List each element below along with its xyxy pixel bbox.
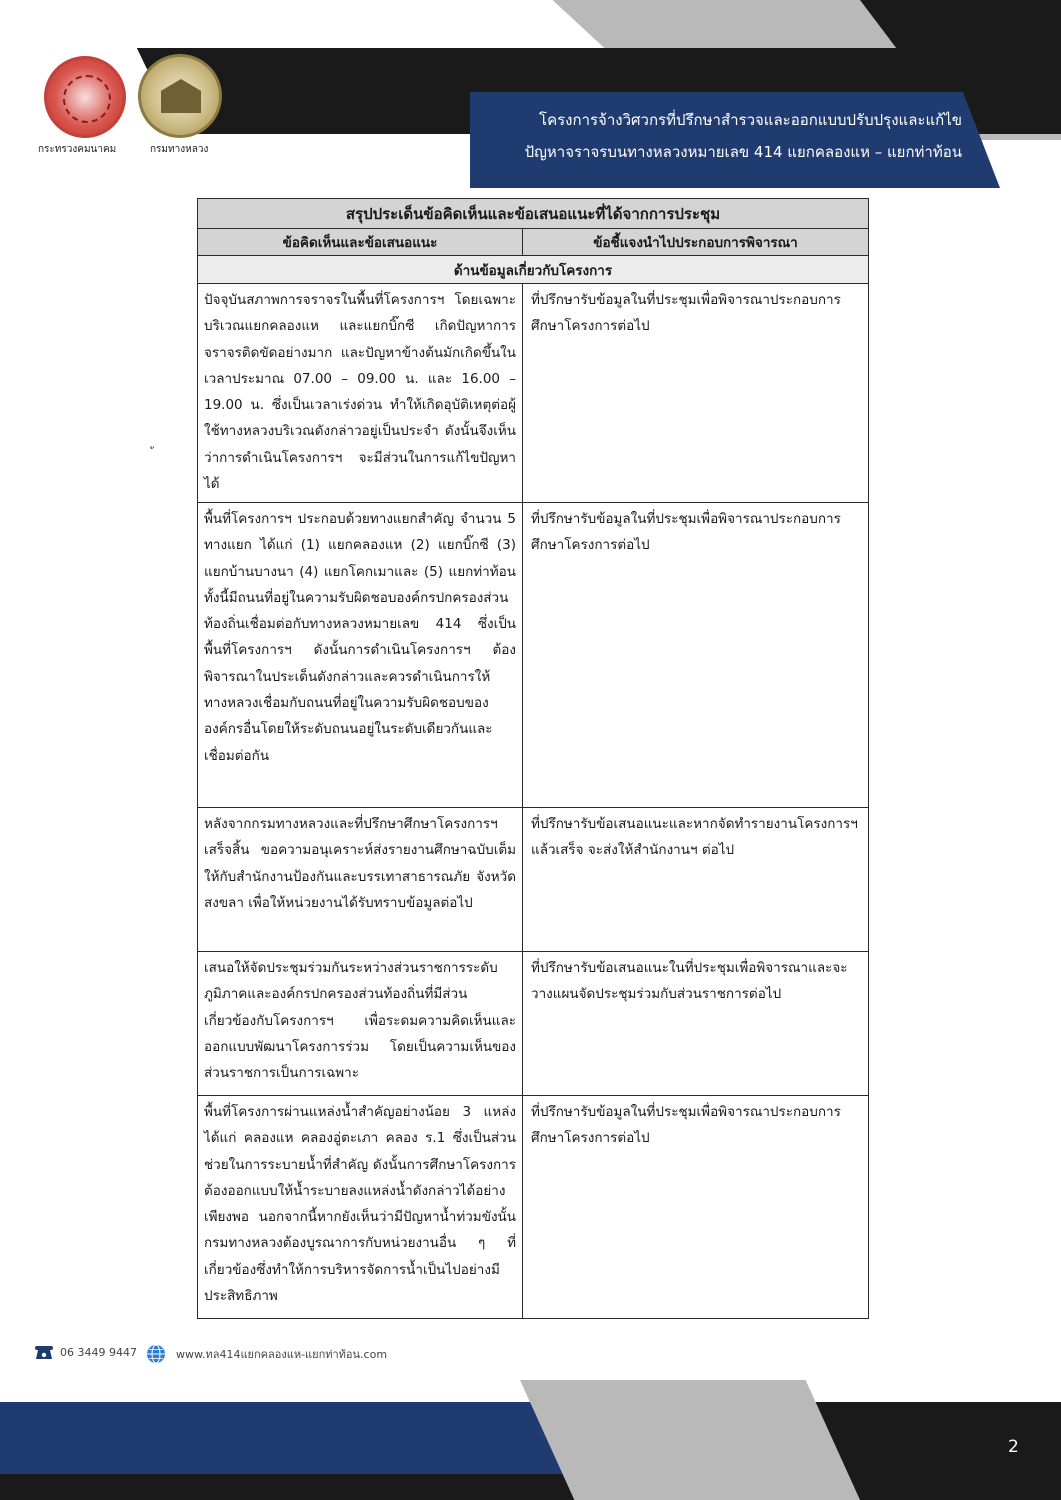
project-title (478, 104, 962, 168)
response-cell: ที่ปรึกษารับข้อมูลในที่ประชุมเพื่อพิจารณาประกอบการศึกษาโครงการต่อไป (523, 284, 869, 503)
table-title: สรุปประเด็นข้อคิดเห็นและข้อเสนอแนะที่ได้จากการประชุม (198, 199, 869, 229)
department-caption: กรมทางหลวง (150, 144, 209, 155)
phone-icon (34, 1344, 54, 1360)
department-of-highways-logo (138, 54, 222, 138)
comments-summary-table (197, 198, 869, 1319)
contact-website[interactable] (146, 1344, 387, 1364)
ministry-caption: กระทรวงคมนาคม (38, 144, 117, 155)
response-cell: ที่ปรึกษารับข้อเสนอแนะและหากจัดทำรายงานโครงการฯ แล้วเสร็จ จะส่งให้สำนักงานฯ ต่อไป (523, 808, 869, 952)
comment-cell: เสนอให้จัดประชุมร่วมกันระหว่างส่วนราชการระดับภูมิภาคและองค์กรปกครองส่วนท้องถิ่นที่มีส่วนเกี่ยวข้องกับโครงการฯ เพื่อระดมความคิดเห็นและออกแบบพัฒนาโครงการร่วม โดยเป็นความเห็นของส่วนราชการเป็นการเฉพาะ (198, 952, 523, 1096)
column-header-comments: ข้อคิดเห็นและข้อเสนอแนะ (198, 229, 523, 256)
section-header: ด้านข้อมูลเกี่ยวกับโครงการ (198, 256, 869, 284)
website-url[interactable]: www.ทล414แยกคลองแห-แยกท่าท้อน.com (176, 1348, 388, 1361)
contact-phone (34, 1344, 137, 1360)
table-row (198, 952, 869, 1096)
table-row (198, 808, 869, 952)
response-cell: ที่ปรึกษารับข้อมูลในที่ประชุมเพื่อพิจารณาประกอบการศึกษาโครงการต่อไป (523, 503, 869, 808)
column-header-responses: ข้อชี้แจงนำไปประกอบการพิจารณา (523, 229, 869, 256)
comment-cell: พื้นที่โครงการฯ ประกอบด้วยทางแยกสำคัญ จำนวน 5 ทางแยก ได้แก่ (1) แยกคลองแห (2) แยกบิ๊กซี (3) แยกบ้านบางนา (4) แยกโคกเมาและ (5) แยกท่าท้อน ทั้งนี้มีถนนที่อยู่ในความรับผิดชอบองค์กรปกครองส่วนท้องถิ่นเชื่อมต่อกับทางหลวงหมายเลข 414 ซึ่งเป็นพื้นที่โครงการฯ ดังนั้นการดำเนินโครงการฯ ต้องพิจารณาในประเด็นดังกล่าวและควรดำเนินการให้ทางหลวงเชื่อมกับถนนที่อยู่ในความรับผิดชอบขององค์กรอื่นโดยให้ระดับถนนอยู่ในระดับเดียวกันและเชื่อมต่อกัน (198, 503, 523, 808)
globe-icon (146, 1344, 166, 1364)
phone-number: 06 3449 9447 (60, 1345, 137, 1359)
response-cell: ที่ปรึกษารับข้อมูลในที่ประชุมเพื่อพิจารณาประกอบการศึกษาโครงการต่อไป (523, 1096, 869, 1319)
comment-cell: ปัจจุบันสภาพการจราจรในพื้นที่โครงการฯ โดยเฉพาะบริเวณแยกคลองแห และแยกบิ๊กซี เกิดปัญหาการจราจรติดขัดอย่างมาก และปัญหาข้างต้นมักเกิดขึ้นในเวลาประมาณ 07.00 – 09.00 น. และ 16.00 – 19.00 น. ซึ่งเป็นเวลาเร่งด่วน ทำให้เกิดอุบัติเหตุต่อผู้ใช้ทางหลวงบริเวณดังกล่าวอยู่เป็นประจำ ดังนั้นจึงเห็นว่าการดำเนินโครงการฯ จะมีส่วนในการแก้ไขปัญหาได้ (198, 284, 523, 503)
project-title-line: ปัญหาจราจรบนทางหลวงหมายเลข 414 แยกคลองแห – แยกท่าท้อน (524, 143, 962, 161)
table-row (198, 284, 869, 503)
response-cell: ที่ปรึกษารับข้อเสนอแนะในที่ประชุมเพื่อพิจารณาและจะวางแผนจัดประชุมร่วมกับส่วนราชการต่อไป (523, 952, 869, 1096)
comment-cell: หลังจากกรมทางหลวงและที่ปรึกษาศึกษาโครงการฯ เสร็จสิ้น ขอความอนุเคราะห์ส่งรายงานศึกษาฉบับเต็มให้กับสำนักงานป้องกันและบรรเทาสาธารณภัย จังหวัดสงขลา เพื่อให้หน่วยงานได้รับทราบข้อมูลต่อไป (198, 808, 523, 952)
table-row (198, 503, 869, 808)
footer-grey-band (520, 1380, 860, 1500)
table-row (198, 1096, 869, 1319)
project-title-line: โครงการจ้างวิศวกรที่ปรึกษาสำรวจและออกแบบปรับปรุงและแก้ไข (539, 111, 962, 129)
comment-cell: พื้นที่โครงการผ่านแหล่งน้ำสำคัญอย่างน้อย 3 แหล่ง ได้แก่ คลองแห คลองอู่ตะเภา คลอง ร.1 ซึ่งเป็นส่วนช่วยในการระบายน้ำที่สำคัญ ดังนั้นการศึกษาโครงการต้องออกแบบให้น้ำระบายลงแหล่งน้ำดังกล่าวได้อย่างเพียงพอ นอกจากนี้หากยังเห็นว่ามีปัญหาน้ำท่วมขังนั้น กรมทางหลวงต้องบูรณาการกับหน่วยงานอื่น ๆ ที่เกี่ยวข้องซึ่งทำให้การบริหารจัดการน้ำเป็นไปอย่างมีประสิทธิภาพ (198, 1096, 523, 1319)
ministry-of-transport-logo (44, 56, 126, 138)
page-number: 2 (1008, 1437, 1019, 1457)
